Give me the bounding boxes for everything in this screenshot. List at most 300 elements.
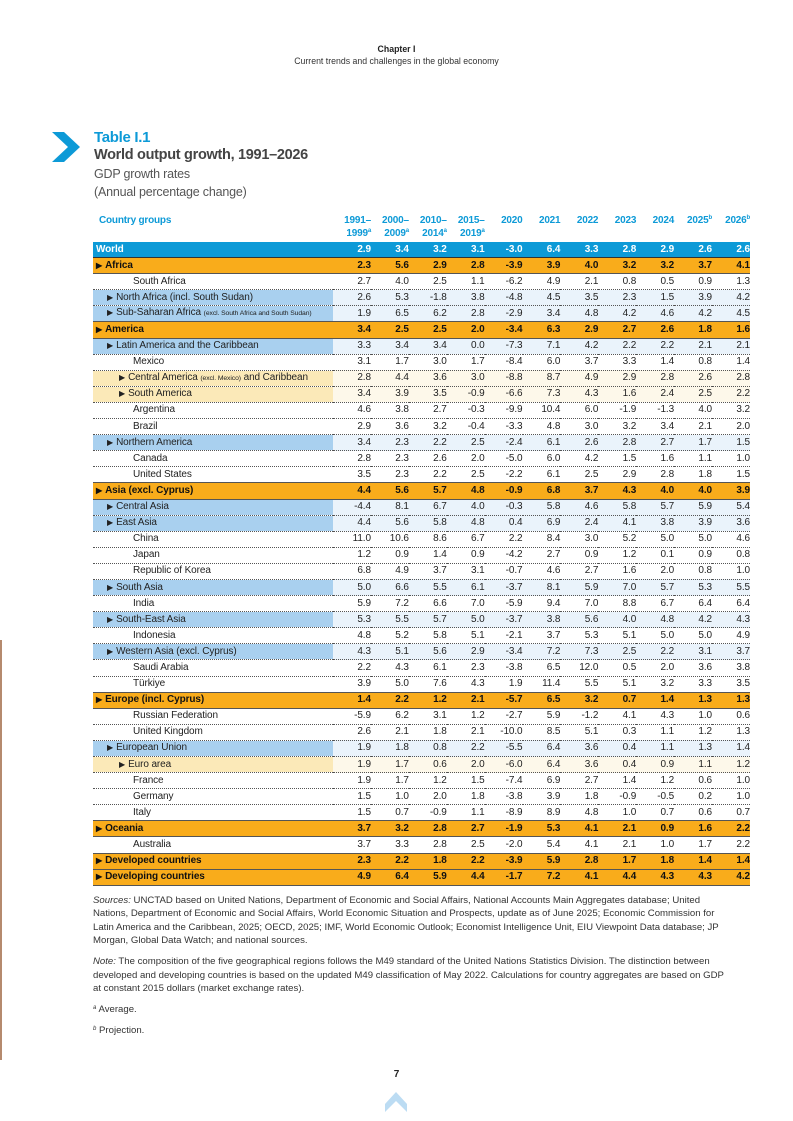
running-header	[0, 44, 793, 68]
value-cell: 3.6	[712, 515, 750, 531]
value-cell: 2.5	[409, 274, 447, 290]
value-cell: -1.9	[485, 821, 523, 837]
value-cell: 0.4	[598, 740, 636, 756]
value-cell: 5.0	[371, 676, 409, 692]
value-cell: 4.8	[560, 306, 598, 322]
chapter-label: Chapter I	[377, 44, 416, 55]
row-label-text: North Africa (incl. South Sudan)	[116, 291, 253, 303]
value-cell: 0.7	[712, 805, 750, 821]
value-cell: 6.0	[523, 354, 561, 370]
value-cell: 4.6	[333, 402, 371, 418]
table-row	[93, 274, 750, 290]
value-cell: 6.7	[447, 531, 485, 547]
value-cell: 0.9	[371, 547, 409, 563]
footnote-a-text: Average.	[96, 1003, 137, 1015]
value-cell: 1.2	[447, 708, 485, 724]
value-cell: 3.0	[560, 419, 598, 435]
value-cell: -5.9	[485, 596, 523, 612]
value-cell: 7.1	[523, 338, 561, 354]
value-cell: 5.2	[371, 628, 409, 644]
row-label-text: South America	[128, 388, 192, 400]
value-cell: 5.0	[333, 579, 371, 595]
value-cell: 4.4	[598, 869, 636, 885]
row-label-text: Europe (incl. Cyprus)	[105, 694, 205, 706]
value-cell: 2.5	[447, 435, 485, 451]
note-text: The composition of the five geographical regions follows the M49 standard of the United Nations Statistics Division. The distinction between developed and developing countries is based on the updated M49 classification of May 2022. Calculations for country aggregates are based on GDP at constant 2015 dollars (market exchange rates).	[93, 956, 724, 994]
value-cell: -8.8	[485, 370, 523, 386]
value-cell: 5.5	[371, 612, 409, 628]
value-cell: 3.2	[636, 676, 674, 692]
row-label	[93, 322, 333, 338]
value-cell: 2.8	[712, 370, 750, 386]
value-cell: 2.2	[409, 435, 447, 451]
value-cell: 3.8	[712, 660, 750, 676]
row-label	[93, 837, 333, 853]
value-cell: 1.7	[598, 853, 636, 869]
value-cell: -0.9	[447, 386, 485, 402]
value-cell: 1.4	[333, 692, 371, 708]
value-cell: 2.5	[674, 386, 712, 402]
value-cell: 3.7	[409, 563, 447, 579]
sources-text: UNCTAD based on United Nations, Department of Economic and Social Affairs, National Accounts Main Aggregates database; United Nations, Department of Economic and Social Affairs, World Economic Situation and Prospects, update as of June 2025; Economic Commission for Latin America and the Caribbean, 2025; OECD, 2025; IMF, World Economic Outlook; Economist Intelligence Unit, EIU Viewpoint Data database; JP Morgan, Global Data Watch; and national sources.	[93, 895, 719, 947]
value-cell: 2.9	[636, 242, 674, 258]
value-cell: 4.1	[598, 515, 636, 531]
row-label	[93, 370, 333, 386]
row-label	[93, 515, 333, 531]
value-cell: 1.2	[333, 547, 371, 563]
sources-note	[93, 894, 733, 948]
value-cell: 2.3	[598, 290, 636, 306]
triangle-right-icon: ▶	[107, 743, 114, 753]
value-cell: 2.0	[636, 660, 674, 676]
triangle-right-icon: ▶	[107, 341, 114, 351]
row-label-text: World	[96, 243, 124, 255]
table-row	[93, 579, 750, 595]
row-label-text: United Kingdom	[133, 726, 203, 738]
value-cell: 1.0	[674, 708, 712, 724]
column-header	[712, 212, 750, 242]
value-cell: -8.9	[485, 805, 523, 821]
value-cell: 5.7	[409, 612, 447, 628]
table-row	[93, 547, 750, 563]
value-cell: 2.7	[560, 773, 598, 789]
value-cell: 1.9	[485, 676, 523, 692]
table-row	[93, 386, 750, 402]
value-cell: 5.5	[409, 579, 447, 595]
value-cell: 4.0	[636, 483, 674, 499]
row-label-text: Indonesia	[133, 629, 176, 641]
value-cell: 1.1	[447, 805, 485, 821]
row-label-text: Republic of Korea	[133, 565, 211, 577]
value-cell: 2.6	[674, 370, 712, 386]
row-label-text: European Union	[116, 742, 187, 754]
value-cell: 2.5	[560, 467, 598, 483]
value-cell: 3.2	[598, 419, 636, 435]
value-cell: -9.9	[485, 402, 523, 418]
footnote-b	[93, 1024, 733, 1037]
value-cell: 3.7	[712, 644, 750, 660]
table-row	[93, 724, 750, 740]
value-cell: 1.2	[598, 547, 636, 563]
value-cell: 3.7	[333, 837, 371, 853]
value-cell: 0.9	[636, 821, 674, 837]
value-cell: 6.5	[523, 692, 561, 708]
value-cell: 7.0	[598, 579, 636, 595]
value-cell: 5.1	[371, 644, 409, 660]
value-cell: 2.1	[674, 338, 712, 354]
value-cell: 3.4	[333, 322, 371, 338]
value-cell: 1.6	[636, 451, 674, 467]
value-cell: 6.5	[371, 306, 409, 322]
value-cell: 6.1	[409, 660, 447, 676]
value-cell: -4.2	[485, 547, 523, 563]
value-cell: 2.9	[560, 322, 598, 338]
row-label-tail: and Caribbean	[243, 371, 308, 383]
value-cell: 2.0	[447, 451, 485, 467]
row-label-text: France	[133, 774, 164, 786]
table-row	[93, 483, 750, 499]
value-cell: 2.9	[598, 370, 636, 386]
triangle-right-icon: ▶	[96, 856, 103, 866]
value-cell: 4.3	[712, 612, 750, 628]
row-label	[93, 483, 333, 499]
value-cell: 3.3	[560, 242, 598, 258]
value-cell: 5.8	[598, 499, 636, 515]
value-cell: 5.2	[598, 531, 636, 547]
value-cell: 2.8	[409, 837, 447, 853]
value-cell: 4.5	[523, 290, 561, 306]
value-cell: 6.8	[333, 563, 371, 579]
row-label-text: Africa	[105, 259, 133, 271]
table-row	[93, 773, 750, 789]
value-cell: -6.6	[485, 386, 523, 402]
value-cell: 3.7	[560, 354, 598, 370]
row-label-text: Mexico	[133, 356, 165, 368]
value-cell: 4.6	[523, 563, 561, 579]
row-label	[93, 628, 333, 644]
value-cell: 7.6	[409, 676, 447, 692]
value-cell: 4.4	[447, 869, 485, 885]
value-cell: -0.4	[447, 419, 485, 435]
value-cell: 4.3	[598, 483, 636, 499]
column-footnote-mark: b	[708, 215, 712, 221]
column-header	[409, 212, 447, 242]
value-cell: 1.5	[333, 789, 371, 805]
value-cell: 0.6	[674, 805, 712, 821]
value-cell: 5.9	[333, 596, 371, 612]
value-cell: 3.7	[333, 821, 371, 837]
table-row	[93, 596, 750, 612]
value-cell: -1.7	[485, 869, 523, 885]
value-cell: -5.9	[333, 708, 371, 724]
row-label	[93, 563, 333, 579]
column-header	[447, 212, 485, 242]
row-label-text: Central Asia	[116, 501, 169, 513]
value-cell: 3.6	[371, 419, 409, 435]
value-cell: 4.3	[560, 386, 598, 402]
row-label-text: Asia (excl. Cyprus)	[105, 484, 194, 496]
value-cell: 2.9	[333, 419, 371, 435]
value-cell: 1.2	[712, 757, 750, 773]
value-cell: -8.4	[485, 354, 523, 370]
value-cell: -4.8	[485, 290, 523, 306]
row-label	[93, 596, 333, 612]
value-cell: 4.2	[598, 306, 636, 322]
row-label	[93, 660, 333, 676]
row-label	[93, 740, 333, 756]
value-cell: 2.1	[371, 724, 409, 740]
value-cell: -4.4	[333, 499, 371, 515]
table-row	[93, 612, 750, 628]
value-cell: 3.9	[674, 515, 712, 531]
value-cell: 0.6	[409, 757, 447, 773]
row-label-text: Northern America	[116, 436, 193, 448]
page-edge	[0, 640, 2, 1060]
up-arrow-icon[interactable]	[385, 1090, 407, 1112]
triangle-right-icon: ▶	[107, 646, 114, 656]
footnote-a	[93, 1003, 733, 1016]
triangle-right-icon: ▶	[96, 872, 103, 882]
value-cell: 5.3	[523, 821, 561, 837]
value-cell: 1.8	[447, 789, 485, 805]
growth-table	[93, 212, 750, 886]
value-cell: 2.9	[598, 467, 636, 483]
value-cell: 4.8	[333, 628, 371, 644]
value-cell: 3.1	[447, 242, 485, 258]
value-cell: 6.6	[409, 596, 447, 612]
row-label-text: Germany	[133, 790, 174, 802]
value-cell: 4.5	[712, 306, 750, 322]
table-row	[93, 338, 750, 354]
row-label-text: Saudi Arabia	[133, 661, 189, 673]
value-cell: 5.1	[598, 628, 636, 644]
value-cell: 4.2	[712, 290, 750, 306]
value-cell: 4.8	[523, 419, 561, 435]
note-label: Note:	[93, 956, 116, 968]
value-cell: 2.8	[598, 242, 636, 258]
value-cell: 6.2	[409, 306, 447, 322]
value-cell: 4.8	[447, 515, 485, 531]
row-label	[93, 676, 333, 692]
value-cell: 0.8	[674, 563, 712, 579]
value-cell: 4.2	[560, 451, 598, 467]
value-cell: -7.4	[485, 773, 523, 789]
value-cell: 3.2	[409, 419, 447, 435]
value-cell: 2.0	[409, 789, 447, 805]
value-cell: 3.3	[333, 338, 371, 354]
value-cell: 5.1	[598, 676, 636, 692]
triangle-right-icon: ▶	[107, 518, 114, 528]
value-cell: 5.0	[674, 628, 712, 644]
value-cell: 0.5	[636, 274, 674, 290]
value-cell: 1.5	[598, 451, 636, 467]
row-label	[93, 467, 333, 483]
value-cell: -1.2	[560, 708, 598, 724]
value-cell: 8.5	[523, 724, 561, 740]
value-cell: 9.4	[523, 596, 561, 612]
value-cell: 6.1	[447, 579, 485, 595]
value-cell: 4.6	[636, 306, 674, 322]
value-cell: 3.4	[636, 419, 674, 435]
value-cell: -2.2	[485, 467, 523, 483]
value-cell: 10.4	[523, 402, 561, 418]
row-label	[93, 579, 333, 595]
value-cell: 5.3	[674, 579, 712, 595]
value-cell: 1.5	[447, 773, 485, 789]
value-cell: 4.9	[333, 869, 371, 885]
value-cell: 2.2	[447, 740, 485, 756]
value-cell: 7.2	[523, 869, 561, 885]
value-cell: 2.0	[636, 563, 674, 579]
column-header	[560, 212, 598, 242]
value-cell: 4.2	[674, 612, 712, 628]
value-cell: 2.2	[712, 837, 750, 853]
value-cell: -6.0	[485, 757, 523, 773]
footnote-b-mark: b	[93, 1025, 97, 1032]
triangle-right-icon: ▶	[119, 372, 126, 382]
row-label	[93, 805, 333, 821]
row-label-text: Italy	[133, 806, 151, 818]
value-cell: 8.1	[523, 579, 561, 595]
value-cell: 2.7	[447, 821, 485, 837]
value-cell: 2.0	[447, 322, 485, 338]
table-row	[93, 692, 750, 708]
value-cell: 1.3	[674, 692, 712, 708]
value-cell: -0.3	[485, 499, 523, 515]
row-label-text: Developed countries	[105, 855, 202, 867]
value-cell: -2.7	[485, 708, 523, 724]
column-header	[636, 212, 674, 242]
value-cell: 5.9	[409, 869, 447, 885]
table-header-row	[93, 212, 750, 242]
value-cell: 1.2	[674, 724, 712, 740]
value-cell: 0.9	[674, 274, 712, 290]
value-cell: 1.0	[712, 789, 750, 805]
row-label	[93, 386, 333, 402]
value-cell: 4.8	[636, 612, 674, 628]
value-cell: 3.4	[371, 242, 409, 258]
column-header-top: 2020	[501, 215, 523, 226]
page-number: 7	[393, 1069, 400, 1080]
value-cell: 0.3	[598, 724, 636, 740]
value-cell: 3.9	[674, 290, 712, 306]
value-cell: 2.3	[371, 435, 409, 451]
value-cell: 3.7	[523, 628, 561, 644]
row-label	[93, 290, 333, 306]
value-cell: -0.7	[485, 563, 523, 579]
value-cell: 2.7	[560, 563, 598, 579]
value-cell: 2.2	[712, 386, 750, 402]
column-footnote-mark: a	[367, 228, 371, 234]
value-cell: 2.8	[636, 370, 674, 386]
value-cell: 7.2	[523, 644, 561, 660]
column-header	[371, 212, 409, 242]
value-cell: 3.7	[674, 258, 712, 274]
value-cell: 2.0	[447, 757, 485, 773]
table-row	[93, 290, 750, 306]
column-footnote-mark: b	[746, 215, 750, 221]
value-cell: 4.1	[560, 869, 598, 885]
value-cell: 4.1	[560, 821, 598, 837]
value-cell: 0.9	[447, 547, 485, 563]
value-cell: 3.9	[523, 789, 561, 805]
table-row	[93, 676, 750, 692]
value-cell: -3.4	[485, 322, 523, 338]
column-header	[598, 212, 636, 242]
triangle-right-icon: ▶	[119, 759, 126, 769]
row-label	[93, 531, 333, 547]
table-row	[93, 306, 750, 322]
value-cell: 3.5	[560, 290, 598, 306]
value-cell: 3.8	[523, 612, 561, 628]
value-cell: 3.3	[674, 676, 712, 692]
value-cell: 6.8	[523, 483, 561, 499]
value-cell: 2.6	[333, 724, 371, 740]
value-cell: 5.7	[409, 483, 447, 499]
value-cell: 4.1	[712, 258, 750, 274]
value-cell: 4.3	[636, 708, 674, 724]
column-header-top: 1991–	[344, 215, 371, 226]
value-cell: 2.9	[333, 242, 371, 258]
row-label	[93, 757, 333, 773]
column-header-top: 2000–	[382, 215, 409, 226]
value-cell: -6.2	[485, 274, 523, 290]
value-cell: 3.6	[560, 757, 598, 773]
value-cell: 1.3	[674, 740, 712, 756]
value-cell: 6.0	[523, 451, 561, 467]
value-cell: 1.1	[447, 274, 485, 290]
value-cell: 6.7	[636, 596, 674, 612]
table-title: World output growth, 1991–2026	[94, 147, 308, 163]
value-cell: 1.1	[674, 757, 712, 773]
value-cell: 5.9	[560, 579, 598, 595]
value-cell: 1.0	[712, 451, 750, 467]
row-label	[93, 274, 333, 290]
table-row	[93, 708, 750, 724]
value-cell: 3.0	[560, 531, 598, 547]
value-cell: 2.3	[447, 660, 485, 676]
row-label	[93, 724, 333, 740]
value-cell: 4.3	[447, 676, 485, 692]
value-cell: -2.9	[485, 306, 523, 322]
value-cell: 0.7	[598, 692, 636, 708]
value-cell: -1.3	[636, 402, 674, 418]
table-row	[93, 789, 750, 805]
value-cell: 0.2	[674, 789, 712, 805]
value-cell: 10.6	[371, 531, 409, 547]
value-cell: 11.0	[333, 531, 371, 547]
value-cell: 1.5	[712, 435, 750, 451]
value-cell: 1.0	[712, 563, 750, 579]
value-cell: -0.5	[636, 789, 674, 805]
value-cell: 1.4	[636, 354, 674, 370]
table-row	[93, 563, 750, 579]
table-row	[93, 467, 750, 483]
value-cell: 0.8	[712, 547, 750, 563]
value-cell: 3.9	[712, 483, 750, 499]
row-label-qualifier: (excl. South Africa and South Sudan)	[203, 310, 312, 318]
value-cell: 2.2	[371, 692, 409, 708]
column-header-bottom: 1999	[346, 228, 368, 239]
table-row	[93, 258, 750, 274]
value-cell: 0.9	[636, 757, 674, 773]
value-cell: 2.7	[333, 274, 371, 290]
value-cell: 4.9	[371, 563, 409, 579]
value-cell: 6.2	[371, 708, 409, 724]
value-cell: 1.3	[712, 724, 750, 740]
triangle-right-icon: ▶	[107, 502, 114, 512]
value-cell: 1.8	[371, 740, 409, 756]
